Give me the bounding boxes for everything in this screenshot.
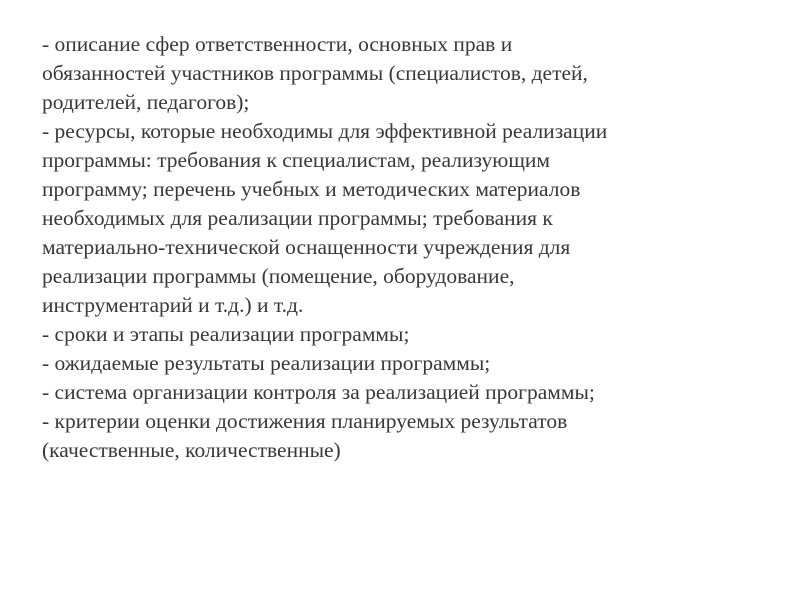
text-line: - ожидаемые результаты реализации программы; — [42, 351, 491, 375]
text-line: обязанностей участников программы (специалистов, детей, — [42, 61, 588, 85]
text-line: - сроки и этапы реализации программы; — [42, 322, 410, 346]
text-line: программы: требования к специалистам, реализующим — [42, 148, 550, 172]
text-line: - система организации контроля за реализацией программы; — [42, 380, 595, 404]
text-line: - ресурсы, которые необходимы для эффективной реализации — [42, 119, 608, 143]
text-line: инструментарий и т.д.) и т.д. — [42, 293, 304, 317]
text-line: родителей, педагогов); — [42, 90, 250, 114]
text-line: необходимых для реализации программы; требования к — [42, 206, 553, 230]
text-line: - критерии оценки достижения планируемых результатов — [42, 409, 568, 433]
text-line: программу; перечень учебных и методических материалов — [42, 177, 581, 201]
text-line: (качественные, количественные) — [42, 438, 341, 462]
text-line: реализации программы (помещение, оборудование, — [42, 264, 515, 288]
text-line: - описание сфер ответственности, основных прав и — [42, 32, 513, 56]
text-line: материально-технической оснащенности учреждения для — [42, 235, 571, 259]
